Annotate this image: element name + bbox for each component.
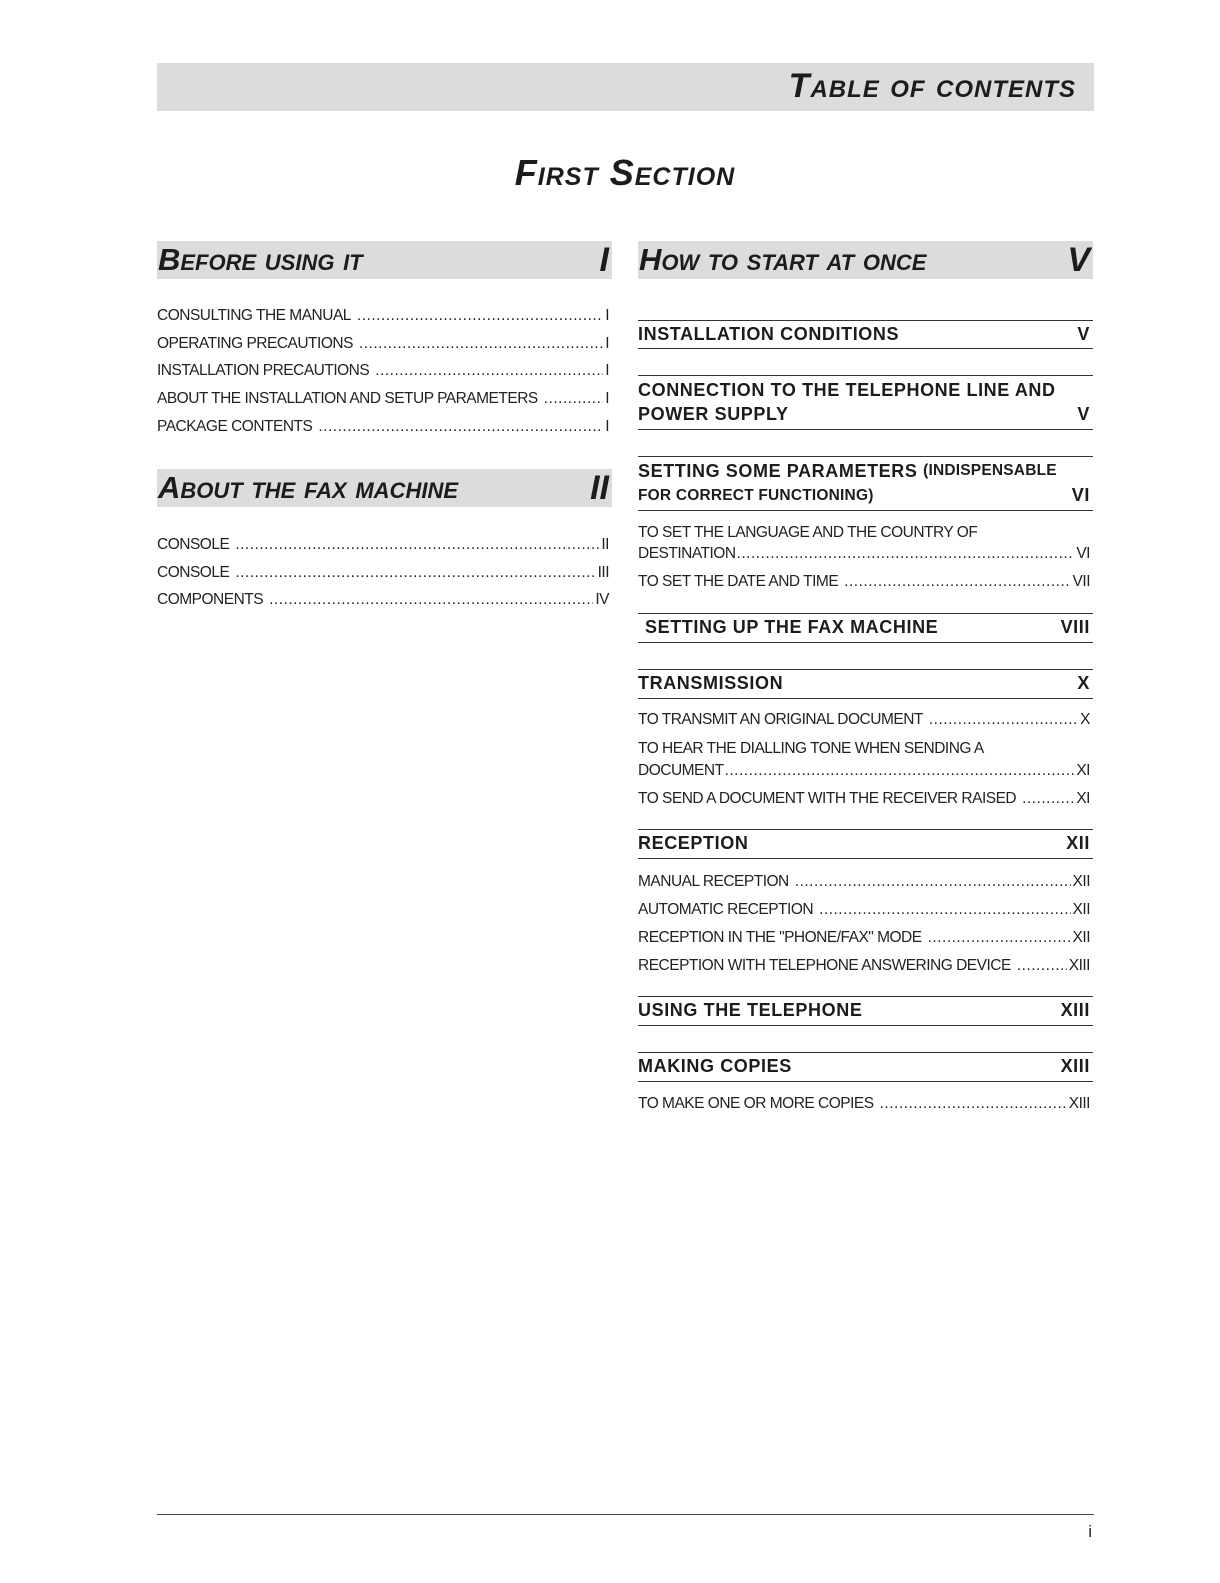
dot-leader <box>375 362 603 380</box>
toc-entry-line1: TO SET THE LANGUAGE AND THE COUNTRY OF <box>638 524 978 541</box>
chapter-title: How to start at once <box>639 242 927 277</box>
dot-leader <box>269 591 593 609</box>
toc-entry-page: XI <box>1076 762 1090 779</box>
toc-entry <box>157 536 609 558</box>
toc-entry-text: CONSOLE <box>157 564 230 581</box>
toc-entry-page: XII <box>1072 901 1090 918</box>
subheading-page: XIII <box>1060 1056 1090 1076</box>
toc-entry <box>638 873 1090 895</box>
footer-page-number: i <box>1088 1522 1092 1541</box>
subheading-title: TRANSMISSION <box>638 673 784 693</box>
subheading-using-telephone <box>638 996 1093 1026</box>
toc-entry <box>638 1095 1090 1117</box>
dot-leader <box>928 929 1071 947</box>
chapter-heading-before-using <box>157 241 612 279</box>
footer-rule <box>157 1514 1094 1515</box>
toc-entry-text: TO MAKE ONE OR MORE COPIES <box>638 1095 874 1112</box>
subheading-title-line1: CONNECTION TO THE TELEPHONE LINE AND <box>638 379 1056 400</box>
toc-entry <box>157 307 609 329</box>
toc-entry-page: II <box>601 536 609 553</box>
dot-leader <box>318 418 603 436</box>
toc-entry-page: X <box>1080 711 1090 728</box>
subheading-making-copies <box>638 1052 1093 1082</box>
toc-entry-page: I <box>605 335 609 352</box>
dot-leader <box>544 390 603 408</box>
header-band <box>157 63 1094 111</box>
toc-entry-text: TO SET THE DATE AND TIME <box>638 573 839 590</box>
subheading-title: INSTALLATION CONDITIONS <box>638 323 900 344</box>
subheading-setting-up <box>638 613 1093 643</box>
toc-entry <box>638 929 1090 951</box>
subheading-transmission <box>638 669 1093 699</box>
toc-entry-text: CONSOLE <box>157 536 230 553</box>
toc-entry-text: ABOUT THE INSTALLATION AND SETUP PARAMETERS <box>157 390 538 407</box>
toc-entry-page: IV <box>595 591 609 608</box>
toc-entry-page: I <box>605 307 609 324</box>
toc-entry <box>638 573 1090 595</box>
toc-entry-text: INSTALLATION PRECAUTIONS <box>157 362 370 379</box>
toc-entry <box>638 790 1090 812</box>
toc-entry-page: VI <box>1076 545 1090 562</box>
chapter-page-number: I <box>599 240 609 279</box>
toc-entry <box>157 335 609 357</box>
subheading-page: V <box>1077 323 1090 344</box>
subheading-reception <box>638 829 1093 859</box>
toc-entry-text: MANUAL RECEPTION <box>638 873 789 890</box>
toc-entry-text: RECEPTION WITH TELEPHONE ANSWERING DEVICE <box>638 957 1011 974</box>
toc-entry-page: I <box>605 418 609 435</box>
toc-entry <box>157 418 609 440</box>
toc-entry-page: XIII <box>1068 957 1090 974</box>
subheading-page: X <box>1077 673 1090 693</box>
subheading-title-line2: FOR CORRECT FUNCTIONING) <box>638 486 874 504</box>
subheading-title: USING THE TELEPHONE <box>638 1000 863 1020</box>
page-header-title: Table of contents <box>788 67 1076 105</box>
chapter-title: Before using it <box>158 242 363 277</box>
subheading-title-line2: POWER SUPPLY <box>638 404 789 424</box>
toc-entry-page: VII <box>1072 573 1090 590</box>
subheading-setting-parameters <box>638 456 1093 511</box>
toc-entry-text: TO TRANSMIT AN ORIGINAL DOCUMENT <box>638 711 923 728</box>
toc-entry-page: XI <box>1076 790 1090 807</box>
chapter-heading-how-to-start <box>638 241 1093 279</box>
toc-entry-line1: TO HEAR THE DIALLING TONE WHEN SENDING A <box>638 740 984 757</box>
dot-leader <box>235 536 599 554</box>
dot-leader <box>235 564 595 582</box>
chapter-heading-about-fax <box>157 469 612 507</box>
toc-entry-text: CONSULTING THE MANUAL <box>157 307 351 324</box>
subheading-title: RECEPTION <box>638 833 749 853</box>
dot-leader <box>737 545 1075 563</box>
chapter-page-number: II <box>590 468 609 507</box>
subheading-title-line1: SETTING SOME PARAMETERS <box>638 460 918 481</box>
toc-entry-page: III <box>597 564 609 581</box>
toc-entry <box>157 591 609 613</box>
toc-entry-text: PACKAGE CONTENTS <box>157 418 313 435</box>
dot-leader <box>1022 790 1074 808</box>
toc-entry <box>157 362 609 384</box>
toc-entry-text: COMPONENTS <box>157 591 264 608</box>
toc-entry <box>638 901 1090 923</box>
toc-entry-page: XIII <box>1068 1095 1090 1112</box>
toc-entry <box>157 564 609 586</box>
subheading-title: SETTING UP THE FAX MACHINE <box>645 617 939 637</box>
toc-entry-text: AUTOMATIC RECEPTION <box>638 901 814 918</box>
chapter-page-number: V <box>1067 240 1090 279</box>
dot-leader <box>1017 957 1067 975</box>
dot-leader <box>725 762 1075 780</box>
dot-leader <box>795 873 1071 891</box>
subheading-title: MAKING COPIES <box>638 1056 792 1076</box>
subheading-page: XII <box>1066 833 1090 853</box>
dot-leader <box>357 307 603 325</box>
toc-entry-text: DOCUMENT <box>638 762 724 779</box>
subheading-installation-conditions <box>638 320 1093 349</box>
toc-entry <box>157 390 609 412</box>
dot-leader <box>359 335 603 353</box>
dot-leader <box>844 573 1070 591</box>
toc-entry <box>638 545 1090 567</box>
toc-entry-text: DESTINATION <box>638 545 736 562</box>
section-title: First Section <box>514 152 736 193</box>
subheading-page: V <box>1077 404 1090 424</box>
dot-leader <box>819 901 1070 919</box>
subheading-page: XIII <box>1060 1000 1090 1020</box>
subheading-connection <box>638 375 1093 430</box>
toc-entry-page: I <box>605 362 609 379</box>
toc-entry-page: XII <box>1072 929 1090 946</box>
toc-entry <box>638 711 1090 733</box>
subheading-title-note: (INDISPENSABLE <box>923 462 1057 479</box>
chapter-title: About the fax machine <box>158 470 459 505</box>
toc-entry-text: OPERATING PRECAUTIONS <box>157 335 353 352</box>
toc-entry-text: TO SEND A DOCUMENT WITH THE RECEIVER RAISED <box>638 790 1017 807</box>
toc-entry-text: RECEPTION IN THE "PHONE/FAX" MODE <box>638 929 922 946</box>
toc-entry <box>638 957 1090 979</box>
dot-leader <box>929 711 1078 729</box>
subheading-page: VI <box>1071 485 1090 505</box>
dot-leader <box>880 1095 1067 1113</box>
subheading-page: VIII <box>1060 617 1090 637</box>
toc-entry <box>638 762 1090 784</box>
toc-entry-page: I <box>605 390 609 407</box>
toc-entry-page: XII <box>1072 873 1090 890</box>
